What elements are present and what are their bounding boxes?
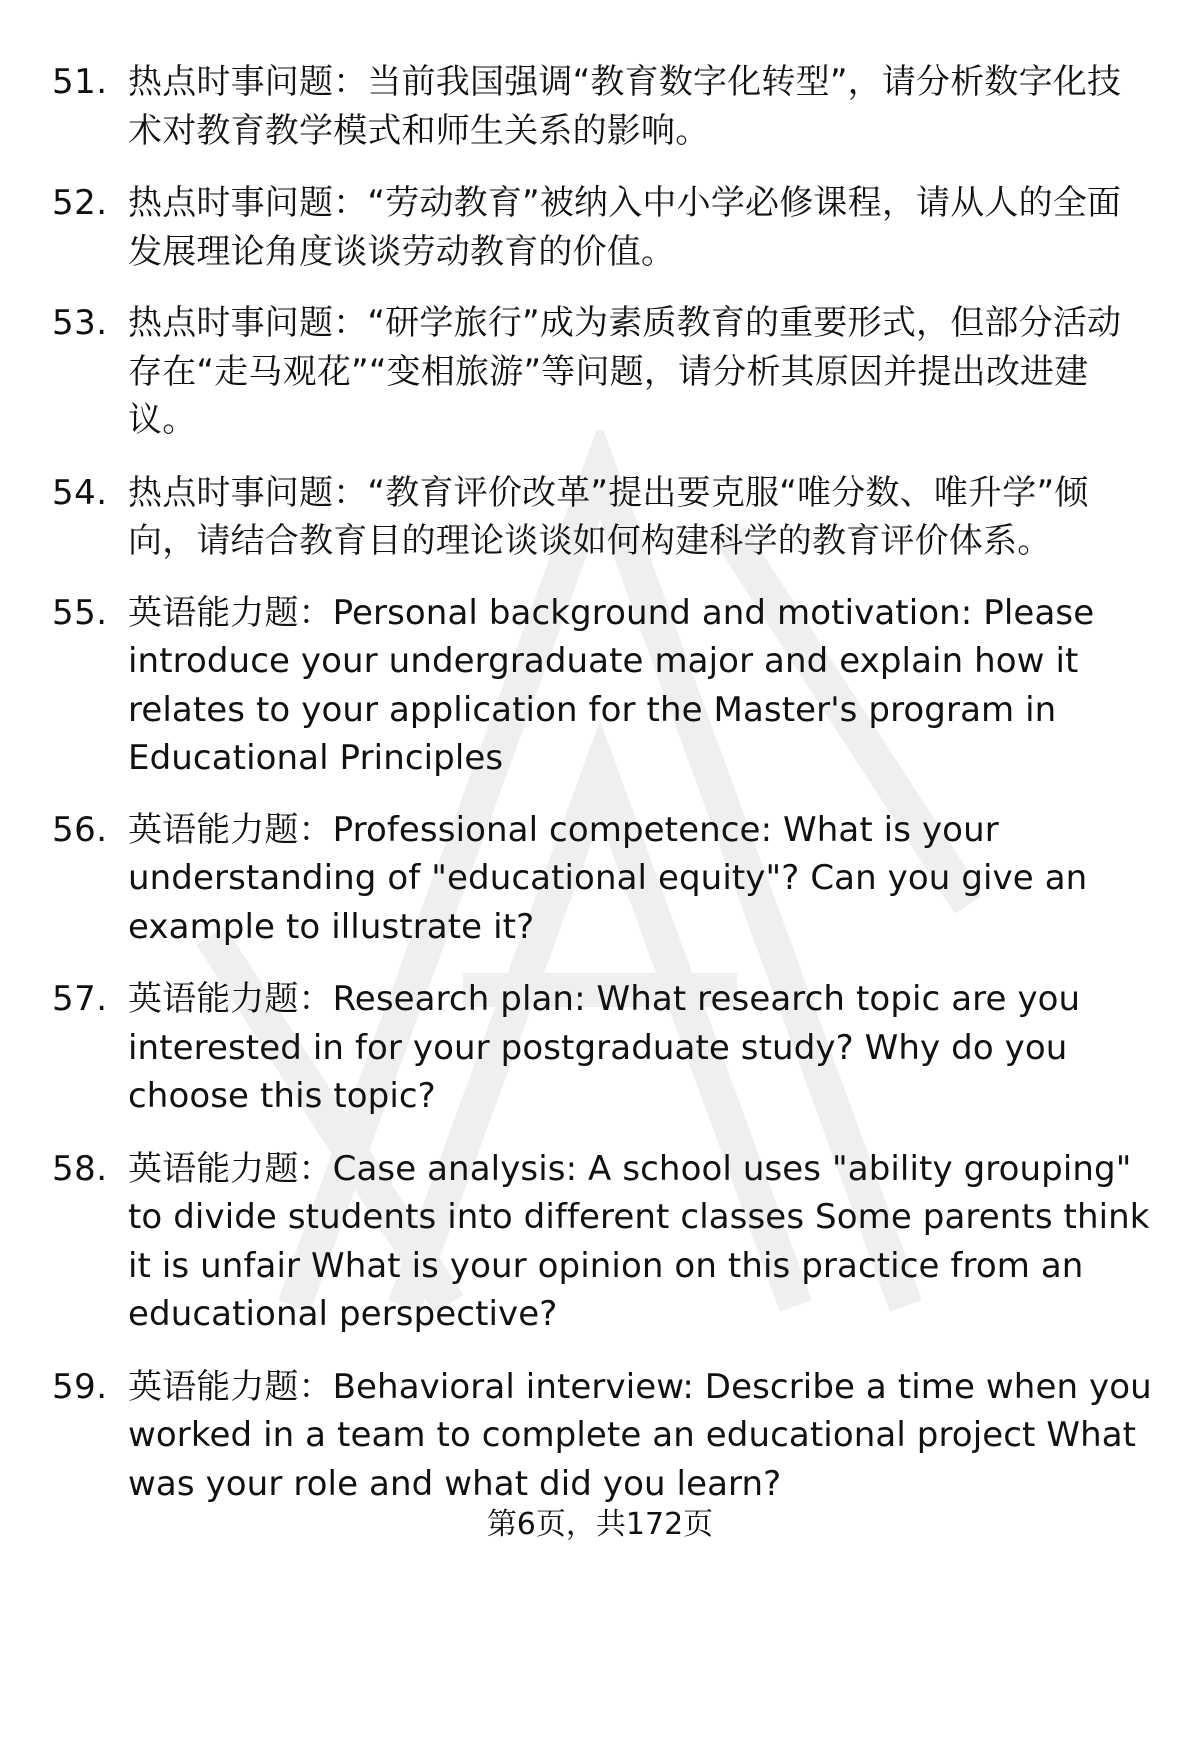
- question-text: Personal background and motivation: Please introduce your undergraduate major and explain how it relates to your application for the Master's program in Educational Principles: [128, 592, 1095, 778]
- question-number: 57.: [52, 979, 108, 1019]
- question-item: [52, 1145, 1152, 1339]
- question-category: 英语能力题：: [128, 979, 333, 1019]
- question-text: Case analysis: A school uses "ability grouping" to divide students into different classes Some parents think it is unfair What is your opinion on this practice from an educational perspective?: [128, 1148, 1150, 1334]
- question-item: [52, 299, 1152, 445]
- question-body: [128, 1145, 1152, 1339]
- question-number: 51.: [52, 62, 108, 102]
- question-body: [128, 589, 1152, 783]
- question-item: [52, 806, 1152, 952]
- question-category: 热点时事问题：: [128, 472, 368, 513]
- question-number: 53.: [52, 303, 108, 343]
- question-number: 52.: [52, 183, 108, 223]
- question-list: [52, 58, 1152, 1508]
- question-item: [52, 975, 1152, 1121]
- question-number: 59.: [52, 1366, 108, 1407]
- question-text: “研学旅行”成为素质教育的重要形式，但部分活动存在“走马观花”“变相旅游”等问题，请分析其原因并提出改进建议。: [128, 303, 1122, 440]
- question-body: [128, 179, 1152, 276]
- question-body: [128, 975, 1152, 1121]
- question-item: [52, 469, 1152, 566]
- question-body: [128, 58, 1152, 155]
- question-number: 54.: [52, 472, 108, 513]
- question-body: [128, 806, 1152, 952]
- question-text: “劳动教育”被纳入中小学必修课程，请从人的全面发展理论角度谈谈劳动教育的价值。: [128, 183, 1122, 272]
- question-item: [52, 179, 1152, 276]
- question-text: 当前我国强调“教育数字化转型”，请分析数字化技术对教育教学模式和师生关系的影响。: [128, 62, 1122, 151]
- question-body: [128, 1363, 1152, 1509]
- question-text: Professional competence: What is your understanding of "educational equity"? Can you give an example to illustrate it?: [128, 809, 1088, 947]
- question-category: 热点时事问题：: [128, 62, 368, 102]
- question-category: 热点时事问题：: [128, 303, 368, 343]
- question-number: 55.: [52, 592, 108, 633]
- question-body: [128, 469, 1152, 566]
- question-number: 58.: [52, 1148, 108, 1189]
- question-category: 英语能力题：: [128, 1366, 333, 1407]
- question-category: 热点时事问题：: [128, 183, 368, 223]
- question-item: [52, 58, 1152, 155]
- question-item: [52, 589, 1152, 783]
- question-category: 英语能力题：: [128, 809, 333, 850]
- page-indicator: 第6页，共172页: [486, 1507, 714, 1542]
- question-category: 英语能力题：: [128, 1148, 333, 1189]
- question-category: 英语能力题：: [128, 592, 333, 633]
- question-text: “教育评价改革”提出要克服“唯分数、唯升学”倾向，请结合教育目的理论谈谈如何构建科学的教育评价体系。: [128, 472, 1089, 561]
- question-number: 56.: [52, 809, 108, 850]
- question-text: Research plan: What research topic are you interested in for your postgraduate study? Why do you choose this topic?: [128, 979, 1081, 1116]
- question-body: [128, 299, 1152, 445]
- question-text: Behavioral interview: Describe a time when you worked in a team to complete an educational project What was your role and what did you learn?: [128, 1366, 1152, 1504]
- question-item: [52, 1363, 1152, 1509]
